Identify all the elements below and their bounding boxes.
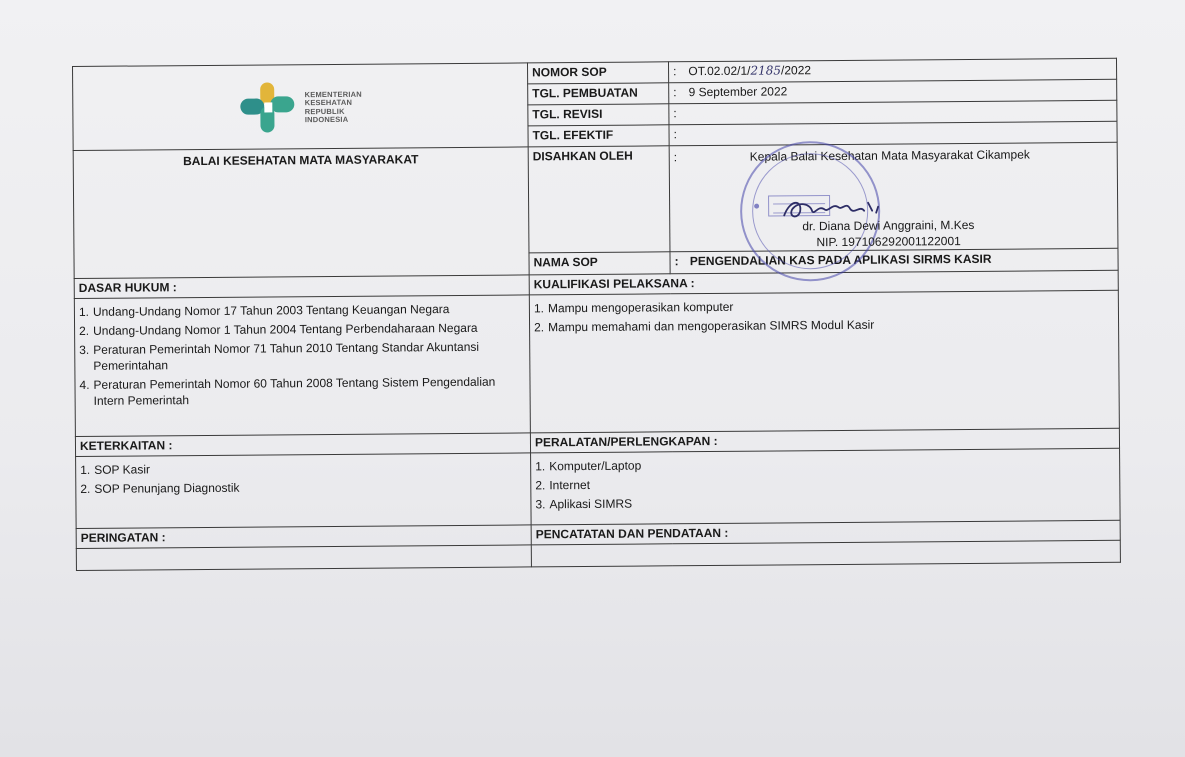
peralatan-list xyxy=(531,448,1121,525)
disahkan-value xyxy=(669,142,1118,252)
peringatan-content xyxy=(76,545,531,571)
tgl-pembuatan-text: 9 September 2022 xyxy=(688,84,788,100)
keterkaitan-item: 1. SOP Kasir xyxy=(80,462,151,477)
kualifikasi-list xyxy=(529,290,1119,433)
signer-name: dr. Diana Dewi Anggraini, M.Kes xyxy=(802,217,975,234)
keterkaitan-title: KETERKAITAN : xyxy=(75,433,530,457)
logo-text-line: KESEHATAN xyxy=(304,97,353,108)
nomor-sop-label: NOMOR SOP xyxy=(527,62,668,84)
dasar-hukum-item: 3. Peraturan Pemerintah Nomor 71 Tahun 2010 Tentang Standar Akuntansi Pemerintahan xyxy=(79,339,480,373)
sop-table xyxy=(72,58,1121,571)
dasar-hukum-item: 1. Undang-Undang Nomor 17 Tahun 2003 Tentang Keuangan Negara xyxy=(78,302,450,319)
nomor-handwritten: 2185 xyxy=(750,63,782,78)
kualifikasi-item: 2. Mampu memahami dan mengoperasikan SIMRS Modul Kasir xyxy=(534,317,875,335)
approver-title: Kepala Balai Kesehatan Mata Masyarakat Cikampek xyxy=(749,147,1030,164)
logo-cell xyxy=(73,63,529,151)
peralatan-item: 2. Internet xyxy=(535,477,591,493)
ministry-logo xyxy=(239,79,363,136)
dasar-hukum-item: 4. Peraturan Pemerintah Nomor 60 Tahun 2008 Tentang Sistem Pengendalian Intern Pemerintah xyxy=(79,374,496,408)
nama-sop-label: NAMA SOP xyxy=(529,252,670,275)
org-name: BALAI KESEHATAN MATA MASYARAKAT xyxy=(73,147,529,279)
kualifikasi-item: 1. Mampu mengoperasikan komputer xyxy=(533,299,734,316)
colon: : xyxy=(673,64,677,79)
ministry-logo-icon xyxy=(239,80,297,136)
logo-text-line: KEMENTERIAN xyxy=(304,89,362,99)
logo-text xyxy=(305,90,362,124)
stamp-dot-icon xyxy=(754,204,759,209)
colon: : xyxy=(673,150,678,165)
kualifikasi-title: KUALIFIKASI PELAKSANA : xyxy=(529,270,1118,295)
signer-nip: NIP. 197106292001122001 xyxy=(816,234,961,250)
dasar-hukum-list xyxy=(74,295,530,437)
dasar-hukum-item: 2. Undang-Undang Nomor 1 Tahun 2004 Tentang Perbendaharaan Negara xyxy=(79,320,478,338)
disahkan-label: DISAHKAN OLEH xyxy=(528,146,670,253)
peralatan-item: 3. Aplikasi SIMRS xyxy=(535,496,633,512)
tgl-revisi-label: TGL. REVISI xyxy=(528,104,669,126)
tgl-pembuatan-label: TGL. PEMBUATAN xyxy=(528,83,669,105)
colon: : xyxy=(674,254,679,269)
peringatan-title: PERINGATAN : xyxy=(76,525,531,549)
peralatan-title: PERALATAN/PERLENGKAPAN : xyxy=(530,428,1119,453)
colon: : xyxy=(673,127,677,142)
signature-area xyxy=(674,145,1114,248)
tgl-efektif-label: TGL. EFEKTIF xyxy=(528,125,669,147)
colon: : xyxy=(673,85,677,100)
sop-document xyxy=(72,58,1120,592)
peralatan-item: 1. Komputer/Laptop xyxy=(535,458,642,474)
colon: : xyxy=(673,106,677,121)
pencatatan-title: PENCATATAN DAN PENDATAAN : xyxy=(531,520,1120,545)
keterkaitan-list xyxy=(76,453,532,529)
keterkaitan-item: 2. SOP Penunjang Diagnostik xyxy=(80,480,240,496)
logo-text-line: INDONESIA xyxy=(304,114,349,125)
nama-sop-text: PENGENDALIAN KAS PADA APLIKASI SIRMS KASIR xyxy=(689,251,992,269)
nomor-prefix: OT.02.02/1/ xyxy=(688,63,751,79)
pencatatan-content xyxy=(531,540,1120,567)
dasar-hukum-title: DASAR HUKUM : xyxy=(74,275,529,299)
nomor-suffix: /2022 xyxy=(780,63,812,78)
logo-text-line: REPUBLIK xyxy=(304,106,345,116)
